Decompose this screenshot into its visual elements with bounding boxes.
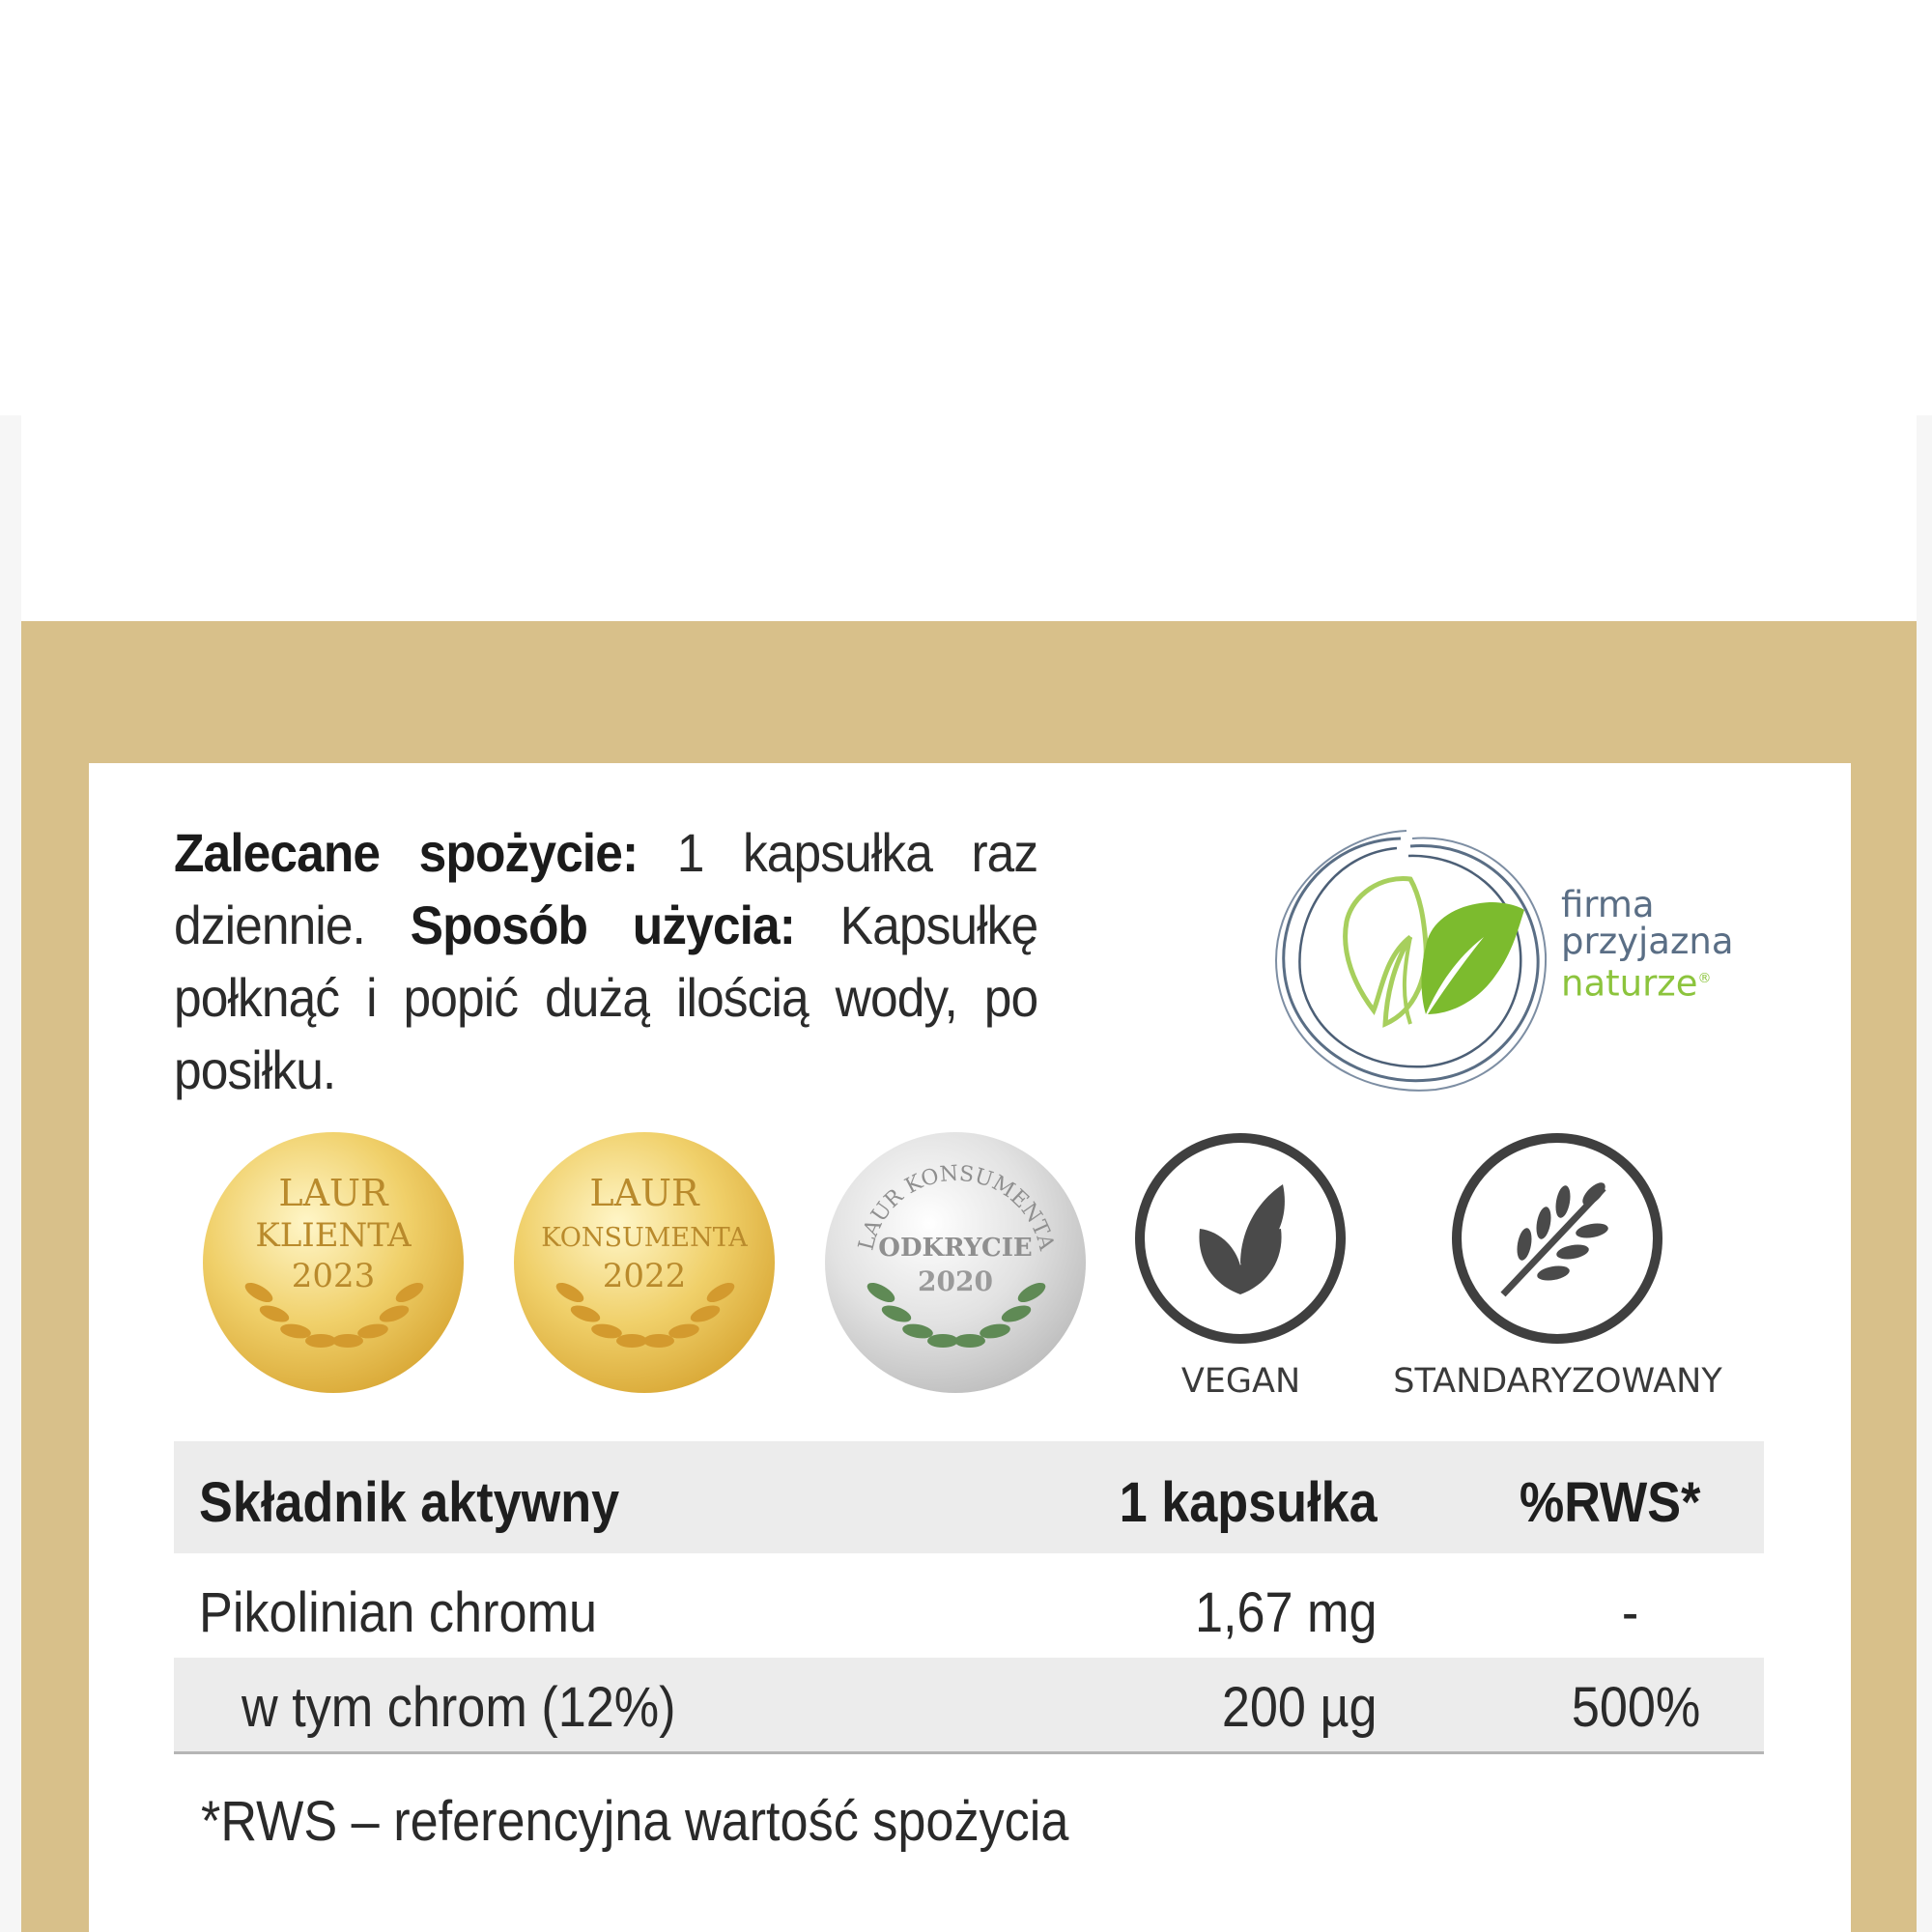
row-rws: -: [1621, 1581, 1638, 1644]
row-ingredient: Pikolinian chromu: [199, 1581, 598, 1644]
eco-logo-text: [1561, 884, 1734, 1005]
svg-text:2023: 2023: [291, 1257, 376, 1295]
header-amount: 1 kapsułka: [1120, 1471, 1378, 1534]
eco-line-2: przyjazna: [1561, 921, 1734, 962]
rws-footnote: *RWS – referencyjna wartość spożycia: [201, 1790, 1069, 1853]
right-edge-strip: [1917, 415, 1932, 1932]
svg-text:ODKRYCIE: ODKRYCIE: [878, 1234, 1033, 1263]
table-row: [174, 1553, 1764, 1658]
row-amount: 1,67 mg: [1195, 1581, 1378, 1644]
table-header-row: [174, 1441, 1764, 1553]
table-row: [174, 1658, 1764, 1754]
vegan-leaf-icon: [1132, 1130, 1350, 1348]
svg-text:KONSUMENTA: KONSUMENTA: [541, 1223, 748, 1253]
supplement-facts-table: [174, 1441, 1764, 1754]
award-laur-konsumenta-2022: [512, 1130, 778, 1396]
eco-line-3: naturze®: [1561, 962, 1712, 1005]
header-ingredient: Składnik aktywny: [199, 1471, 620, 1534]
registered-mark: ®: [1697, 971, 1712, 986]
header-rws: %RWS*: [1519, 1471, 1700, 1534]
svg-text:2020: 2020: [918, 1265, 993, 1297]
method-label: Sposób użycia:: [410, 895, 795, 955]
leaf-icon: [1265, 821, 1555, 1101]
recommended-label: Zalecane spożycie:: [174, 822, 639, 883]
usage-instructions: [174, 816, 1037, 1106]
left-edge-strip: [0, 415, 21, 1932]
method-text: Kapsułkę połknąć i popić dużą ilością wody, po posiłku.: [174, 895, 1038, 1100]
svg-text:LAUR KONSUMENTA: LAUR KONSUMENTA: [854, 1161, 1059, 1253]
vegan-label: VEGAN: [1180, 1362, 1301, 1401]
recommended-text: 1 kapsułka raz dziennie.: [174, 822, 1038, 955]
svg-text:LAUR: LAUR: [589, 1172, 699, 1214]
herb-sprig-icon: [1449, 1130, 1666, 1348]
award-odkrycie-2020: [823, 1130, 1089, 1396]
row-ingredient: w tym chrom (12%): [242, 1676, 676, 1739]
eco-line-1: firma: [1561, 884, 1655, 925]
award-laur-klienta-2023: [201, 1130, 467, 1396]
svg-text:2022: 2022: [602, 1257, 687, 1295]
svg-text:KLIENTA: KLIENTA: [255, 1216, 412, 1255]
row-amount: 200 µg: [1222, 1676, 1378, 1739]
standardized-label: STANDARYZOWANY: [1393, 1362, 1722, 1401]
row-rws: 500%: [1571, 1676, 1700, 1739]
svg-text:LAUR: LAUR: [278, 1172, 388, 1214]
